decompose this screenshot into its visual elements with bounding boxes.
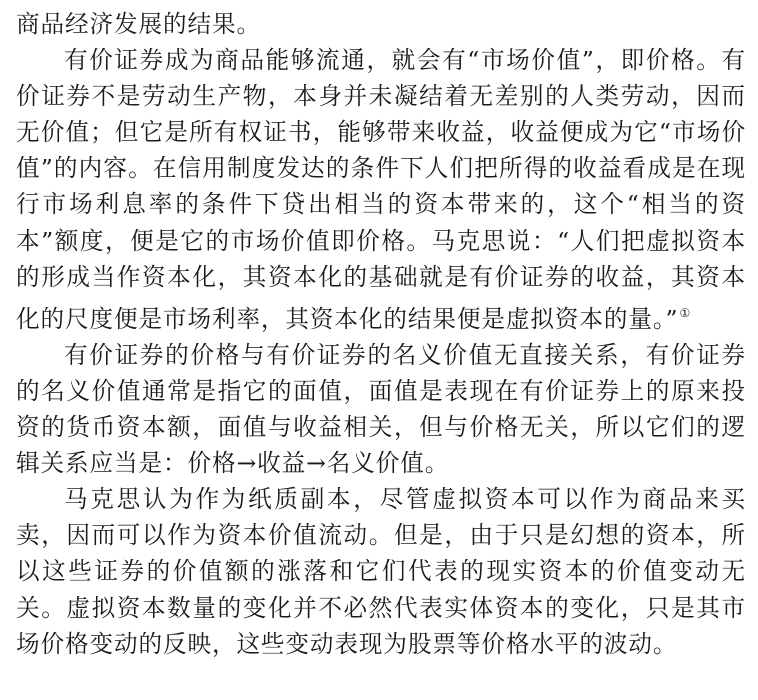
paragraph-fictitious-capital bbox=[16, 481, 746, 661]
paragraph-text: 有价证券成为商品能够流通，就会有“市场价值”，即价格。有价证券不是劳动生产物，本身并未凝结着无差别的人类劳动，因而无价值；但它是所有权证书，能够带来收益，收益便成为它“市场价值”的内容。在信用制度发达的条件下人们把所得的收益看成是在现行市场利息率的条件下贷出相当的资本带来的，这个“相当的资本”额度，便是它的市场价值即价格。马克思说：“人们把虚拟资本的形成当作资本化，其资本化的基础就是有价证券的收益，其资本化的尺度便是市场利率，其资本化的结果便是虚拟资本的量。” bbox=[16, 46, 746, 333]
paragraph-nominal-value bbox=[16, 337, 746, 481]
paragraph-continuation bbox=[16, 6, 746, 42]
paragraph-text: 有价证券的价格与有价证券的名义价值无直接关系，有价证券的名义价值通常是指它的面值，面值是表现在有价证券上的原来投资的货币资本额，面值与收益相关，但与价格无关，所以它们的逻辑关系应当是：价格→收益→名义价值。 bbox=[16, 340, 746, 478]
paragraph-text: 商品经济发展的结果。 bbox=[16, 10, 261, 38]
paragraph-securities-market-value bbox=[16, 42, 746, 337]
paragraph-text: 马克思认为作为纸质副本，尽管虚拟资本可以作为商品来买卖，因而可以作为资本价值流动。但是，由于只是幻想的资本，所以这些证券的价值额的涨落和它们代表的现实资本的价值变动无关。虚拟资本数量的变化并不必然代表实体资本的变化，只是其市场价格变动的反映，这些变动表现为股票等价格水平的波动。 bbox=[16, 485, 746, 658]
footnote-marker: ① bbox=[679, 305, 691, 320]
